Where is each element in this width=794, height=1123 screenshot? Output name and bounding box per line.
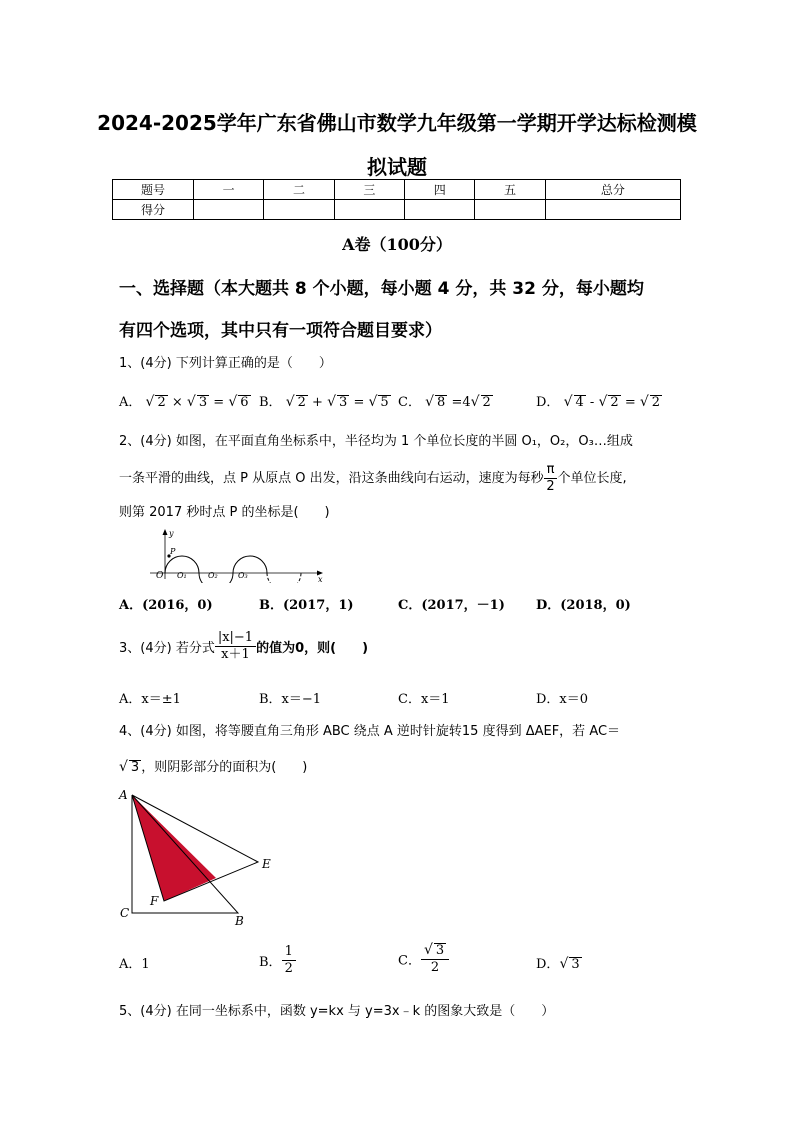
q1-option-b[interactable]: B． √ 2 + √ 3 = √ 5 [259, 394, 389, 410]
y-axis-arrow [163, 529, 168, 535]
triangle-abc [132, 795, 238, 913]
radicand: 3 [571, 957, 580, 972]
q4-option-c[interactable] [398, 942, 449, 976]
q3-stem-text: 3、(4分) 若分式 [119, 641, 215, 656]
radicand: 3 [435, 943, 445, 958]
option-label: C． [398, 395, 421, 410]
option-fraction [282, 944, 296, 977]
score-cell[interactable] [475, 200, 545, 220]
q2-line2 [119, 462, 689, 495]
q1-stem: 1、(4分) 下列计算正确的是（ ） [119, 356, 332, 371]
q4-option-d[interactable]: D．√ 3 [536, 956, 580, 972]
section1-heading-line2: 有四个选项，其中只有一项符合题目要求） [119, 321, 442, 341]
q3-option-d[interactable]: D．x＝0 [536, 692, 589, 707]
radicand: 2 [297, 395, 306, 410]
fraction-numerator: 1 [282, 944, 296, 961]
fraction-numerator: |x|−1 [215, 630, 256, 647]
operator: - [589, 395, 595, 410]
q4-line1: 4、(4分) 如图，将等腰直角三角形 ABC 绕点 A 逆时针旋转15 度得到 ΔAEF，若 AC＝ [119, 724, 621, 739]
q4-triangle-figure [112, 784, 282, 932]
equals: = [451, 395, 463, 410]
label-a: A [119, 788, 128, 802]
score-header-cell: 五 [475, 180, 545, 200]
label-x: x [318, 575, 323, 583]
score-cell[interactable] [334, 200, 404, 220]
option-label: D． [536, 957, 560, 972]
q2-line1: 2、(4分) 如图，在平面直角坐标系中，半径均为 1 个单位长度的半圆 O₁，O₂，O₃…组成 [119, 434, 633, 449]
fraction-denominator: 2 [546, 479, 555, 494]
semicircle-curve-dashed [267, 573, 301, 583]
label-f: F [150, 894, 159, 908]
q2-option-a[interactable]: A．(2016，0) [119, 598, 213, 613]
q4-line2-text: ，则阴影部分的面积为( ) [141, 760, 308, 775]
q3-fraction [215, 630, 256, 663]
score-header-cell: 二 [264, 180, 334, 200]
radicand: 5 [380, 395, 389, 410]
q1-option-c[interactable]: C． √ 8 =4√ 2 [398, 394, 491, 410]
label-b: B [235, 914, 244, 928]
fraction-numerator: √ 3 [421, 942, 449, 960]
q1-option-a[interactable]: A． √ 2 × √ 3 = √ 6 [119, 394, 249, 410]
score-table-header-row [113, 180, 681, 200]
radicand: 2 [482, 395, 491, 410]
score-table [112, 179, 681, 220]
q3-option-a[interactable]: A．x＝±1 [119, 692, 181, 707]
q3-stem-tail: 的值为0，则( ) [256, 641, 369, 656]
option-label: B． [259, 955, 282, 970]
fraction-denominator: 2 [284, 961, 293, 976]
q2-line2-text: 一条平滑的曲线，点 P 从原点 O 出发，沿这条曲线向右运动，速度为每秒 [119, 471, 544, 486]
q2-line2-tail: 个单位长度, [557, 471, 627, 486]
operator: × [171, 395, 183, 410]
q3-option-b[interactable]: B．x＝−1 [259, 692, 322, 707]
q1-option-d[interactable]: D． √ 4 - √ 2 = √ 2 [536, 394, 661, 410]
coefficient: 4 [462, 395, 471, 410]
score-header-cell: 题号 [113, 180, 194, 200]
radicand: 2 [651, 395, 661, 410]
q2-curve-figure [145, 527, 325, 583]
exam-title-line2: 拟试题 [367, 155, 427, 179]
radicand: 3 [130, 760, 140, 775]
fraction-denominator: x＋1 [221, 647, 250, 662]
option-fraction [421, 942, 449, 976]
label-origin: O [156, 571, 164, 581]
volume-title: A卷（100分） [342, 235, 452, 254]
score-cell[interactable] [405, 200, 475, 220]
option-label: B． [259, 395, 282, 410]
score-header-cell: 一 [194, 180, 264, 200]
q3-option-c[interactable]: C．x＝1 [398, 692, 450, 707]
equals: = [353, 395, 365, 410]
label-c: C [120, 906, 130, 920]
label-p: P [170, 547, 176, 556]
option-label: A． [119, 395, 142, 410]
radicand: 2 [610, 395, 619, 410]
q2-option-c[interactable]: C．(2017，－1) [398, 598, 505, 613]
q2-option-d[interactable]: D．(2018，0) [536, 598, 631, 613]
radicand: 2 [157, 395, 166, 410]
section1-heading-line1: 一、选择题（本大题共 8 个小题，每小题 4 分，共 32 分，每小题均 [119, 279, 644, 299]
score-header-cell: 总分 [545, 180, 680, 200]
score-cell[interactable] [264, 200, 334, 220]
equals: = [213, 395, 225, 410]
fraction-denominator: 2 [430, 960, 440, 975]
operator: + [312, 395, 323, 410]
q2-option-b[interactable]: B．(2017，1) [259, 598, 354, 613]
score-row-label: 得分 [113, 200, 194, 220]
radicand: 3 [198, 395, 208, 410]
score-table-score-row [113, 200, 681, 220]
q2-line3: 则第 2017 秒时点 P 的坐标是( ) [119, 505, 330, 520]
speed-fraction [544, 462, 558, 495]
fraction-numerator: π [544, 462, 558, 479]
label-o3: O₃ [238, 571, 248, 580]
label-e: E [262, 857, 271, 871]
radicand: 6 [240, 395, 249, 410]
q4-line2: √ 3 ，则阴影部分的面积为( ) [119, 759, 308, 775]
radicand: 8 [437, 395, 446, 410]
q4-option-a[interactable]: A．1 [119, 957, 150, 972]
score-cell[interactable] [545, 200, 680, 220]
label-o2: O₂ [208, 571, 218, 580]
score-header-cell: 三 [334, 180, 404, 200]
radicand: 3 [339, 395, 348, 410]
score-header-cell: 四 [405, 180, 475, 200]
q3-stem [119, 630, 689, 663]
exam-title-line1: 2024-2025学年广东省佛山市数学九年级第一学期开学达标检测模 [97, 111, 697, 135]
score-cell[interactable] [194, 200, 264, 220]
option-label: C． [398, 953, 421, 969]
label-o1: O₁ [177, 571, 187, 580]
radicand: 4 [575, 395, 584, 410]
q5-stem: 5、(4分) 在同一坐标系中，函数 y=kx 与 y=3x﹣k 的图象大致是（ ） [119, 1004, 555, 1019]
equals: = [624, 395, 636, 410]
option-label: D． [536, 395, 560, 410]
q4-option-b[interactable] [259, 944, 296, 977]
label-y: y [169, 529, 174, 538]
